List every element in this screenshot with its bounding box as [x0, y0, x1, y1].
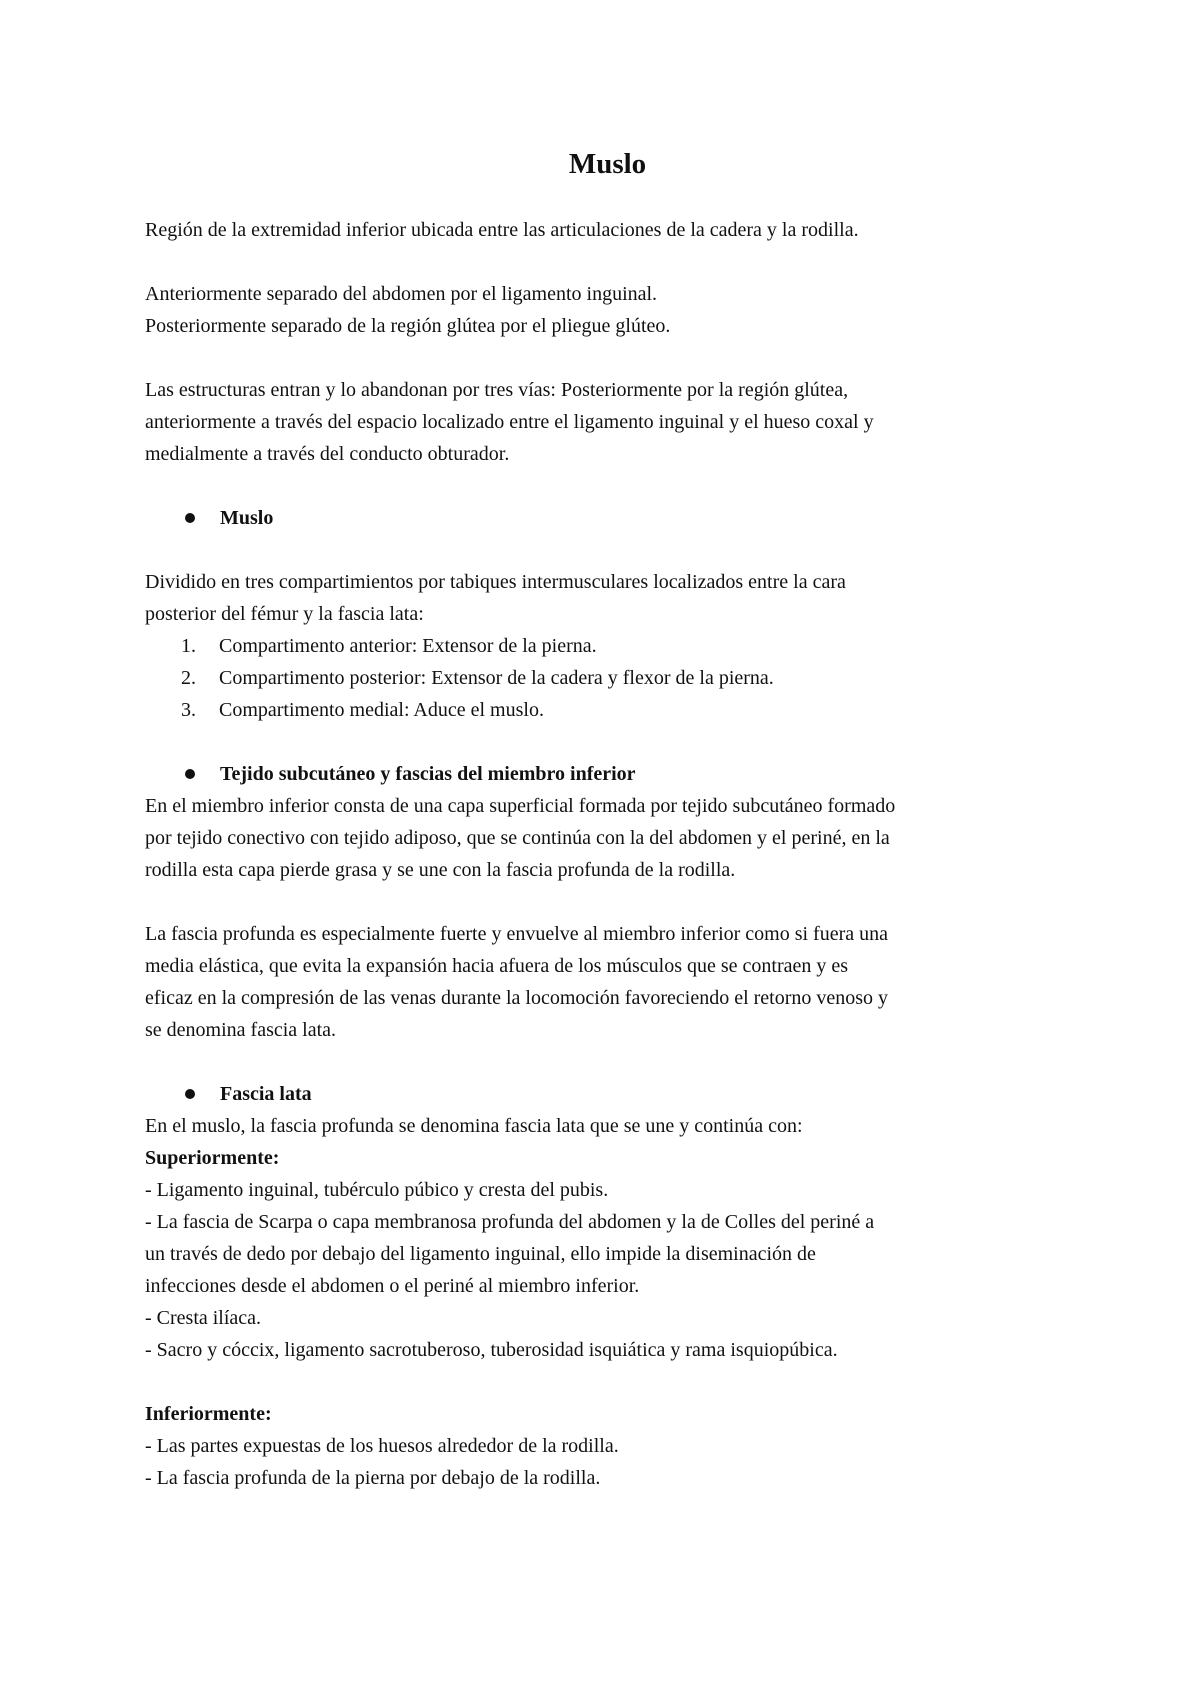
- text-line: La fascia profunda es especialmente fuerte y envuelve al miembro inferior como si fuera una: [145, 923, 889, 945]
- text-line: - Ligamento inguinal, tubérculo púbico y cresta del pubis.: [145, 1179, 609, 1201]
- inferiorly-label: Inferiormente:: [145, 1403, 272, 1425]
- inferiorly-list: [145, 1430, 1070, 1494]
- boundaries-paragraph: [145, 278, 1070, 342]
- list-item: [145, 662, 1070, 694]
- bullet-icon: [185, 513, 195, 523]
- text-line: - Cresta ilíaca.: [145, 1307, 262, 1329]
- text-line: rodilla esta capa pierde grasa y se une con la fascia profunda de la rodilla.: [145, 859, 736, 881]
- superiorly-label: Superiormente:: [145, 1147, 280, 1169]
- text-line: Dividido en tres compartimientos por tabiques intermusculares localizados entre la cara: [145, 571, 846, 593]
- compartments-paragraph: [145, 566, 1070, 630]
- bullet-icon: [185, 1089, 195, 1099]
- page-title: Muslo: [568, 148, 647, 180]
- text-line: un través de dedo por debajo del ligamento inguinal, ello impide la diseminación de: [145, 1243, 816, 1265]
- list-number: 2.: [181, 667, 196, 689]
- routes-paragraph: [145, 374, 1070, 470]
- section-heading-tejido: [145, 758, 1070, 790]
- text-line: - Las partes expuestas de los huesos alrededor de la rodilla.: [145, 1435, 619, 1457]
- superiorly-list: [145, 1174, 1070, 1366]
- text-line: Anteriormente separado del abdomen por el ligamento inguinal.: [145, 283, 658, 305]
- compartments-list: [145, 630, 1070, 726]
- section-heading-text: Fascia lata: [220, 1083, 312, 1105]
- text-line: medialmente a través del conducto obturador.: [145, 443, 510, 465]
- text-line: se denomina fascia lata.: [145, 1019, 337, 1041]
- list-item-text: Compartimento posterior: Extensor de la cadera y flexor de la pierna.: [219, 667, 774, 689]
- fascia-lata-intro: En el muslo, la fascia profunda se denomina fascia lata que se une y continúa con:: [145, 1115, 803, 1137]
- list-item: [145, 630, 1070, 662]
- text-line: media elástica, que evita la expansión hacia afuera de los músculos que se contraen y es: [145, 955, 849, 977]
- intro-paragraph: Región de la extremidad inferior ubicada entre las articulaciones de la cadera y la rodilla.: [145, 219, 859, 241]
- section-heading-text: Tejido subcutáneo y fascias del miembro inferior: [220, 763, 636, 785]
- list-number: 1.: [181, 635, 196, 657]
- section-heading-fascia-lata: [145, 1078, 1070, 1110]
- text-line: - La fascia de Scarpa o capa membranosa profunda del abdomen y la de Colles del periné a: [145, 1211, 875, 1233]
- text-line: En el miembro inferior consta de una capa superficial formada por tejido subcutáneo formado: [145, 795, 896, 817]
- section-heading-muslo: [145, 502, 1070, 534]
- deep-fascia-paragraph: [145, 918, 1070, 1046]
- list-number: 3.: [181, 699, 196, 721]
- text-line: Posteriormente separado de la región glútea por el pliegue glúteo.: [145, 315, 671, 337]
- text-line: Las estructuras entran y lo abandonan por tres vías: Posteriormente por la región glútea,: [145, 379, 849, 401]
- subcutaneous-paragraph: [145, 790, 1070, 886]
- section-heading-text: Muslo: [220, 507, 274, 529]
- bullet-icon: [185, 769, 195, 779]
- text-line: - Sacro y cóccix, ligamento sacrotuberoso, tuberosidad isquiática y rama isquiopúbica.: [145, 1339, 838, 1361]
- text-line: posterior del fémur y la fascia lata:: [145, 603, 424, 625]
- text-line: eficaz en la compresión de las venas durante la locomoción favoreciendo el retorno venoso y: [145, 987, 889, 1009]
- list-item-text: Compartimento medial: Aduce el muslo.: [219, 699, 544, 721]
- text-line: - La fascia profunda de la pierna por debajo de la rodilla.: [145, 1467, 601, 1489]
- text-line: por tejido conectivo con tejido adiposo, que se continúa con la del abdomen y el periné, en la: [145, 827, 890, 849]
- list-item: [145, 694, 1070, 726]
- text-line: infecciones desde el abdomen o el periné al miembro inferior.: [145, 1275, 640, 1297]
- text-line: anteriormente a través del espacio localizado entre el ligamento inguinal y el hueso coxal y: [145, 411, 874, 433]
- list-item-text: Compartimento anterior: Extensor de la pierna.: [219, 635, 597, 657]
